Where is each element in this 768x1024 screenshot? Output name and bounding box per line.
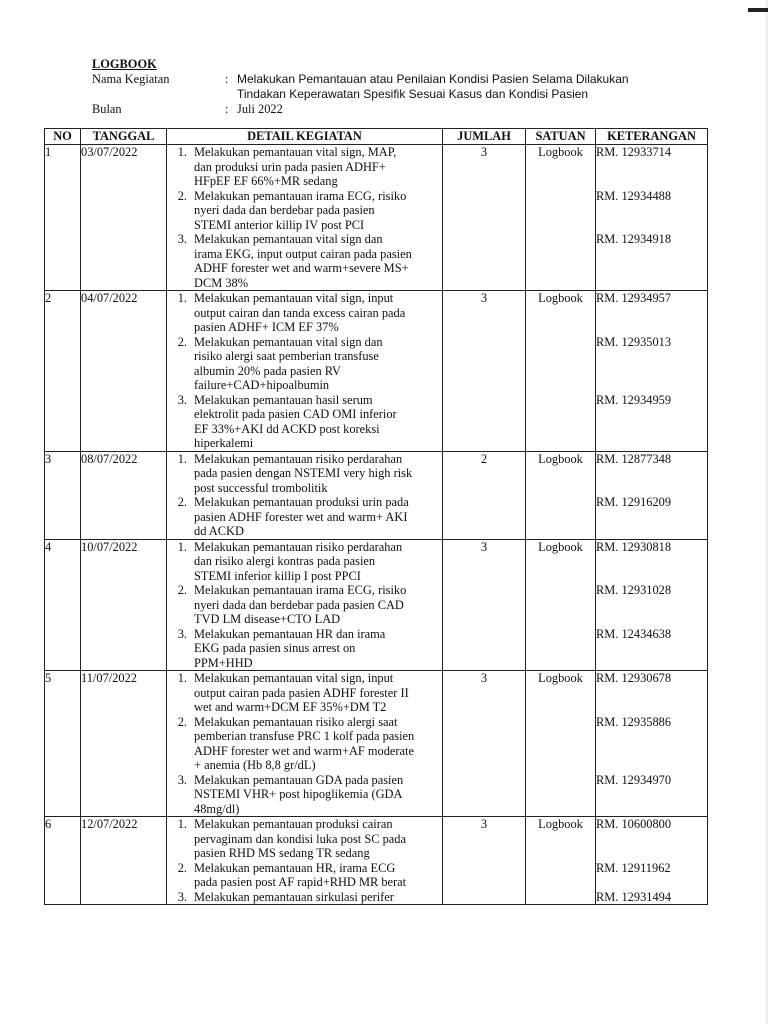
row-satuan: Logbook <box>526 671 596 817</box>
activity-line: risiko alergi saat pemberian transfuse <box>194 349 379 363</box>
row-satuan: Logbook <box>526 291 596 452</box>
activity-text <box>194 671 442 715</box>
activity-line: Melakukan pemantauan HR, irama ECG <box>194 860 396 875</box>
spacer <box>596 598 707 613</box>
nama-kegiatan-separator: : <box>225 72 229 86</box>
spacer <box>596 729 707 744</box>
activity-number: 2. <box>177 714 187 729</box>
row-keterangan <box>596 817 708 905</box>
activity-text <box>194 495 442 539</box>
page-corner-mark <box>748 8 768 12</box>
activity-line: Melakukan pemantauan vital sign dan <box>194 232 383 246</box>
activity-line: Melakukan pemantauan irama ECG, risiko <box>194 583 407 597</box>
activity-line: pervaginam dan kondisi luka post SC pada <box>194 831 406 846</box>
row-number: 3 <box>45 451 81 539</box>
activity-line: STEMI anterior killip IV post PCI <box>194 217 365 232</box>
activity-number: 3. <box>177 232 187 246</box>
activity-text <box>194 145 442 189</box>
column-header-jumlah: JUMLAH <box>443 129 526 145</box>
activity-line: failure+CAD+hipoalbumin <box>194 378 330 392</box>
spacer <box>596 378 707 393</box>
medical-record-number: RM. 12931028 <box>596 583 672 597</box>
spacer <box>596 875 707 890</box>
spacer <box>596 744 707 759</box>
spacer <box>596 612 707 627</box>
activity-text <box>194 189 442 233</box>
bulan-separator: : <box>225 102 229 116</box>
activity-line: TVD LM disease+CTO LAD <box>194 612 341 626</box>
row-satuan: Logbook <box>526 539 596 671</box>
activity-line: Melakukan pemantauan hasil serum <box>194 392 373 407</box>
logbook-title: LOGBOOK <box>92 57 157 71</box>
activity-line: post successful trombolitik <box>194 480 328 495</box>
column-header-detail: DETAIL KEGIATAN <box>167 129 443 145</box>
row-number: 2 <box>45 291 81 452</box>
spacer <box>596 320 707 335</box>
activity-line: Melakukan pemantauan risiko perdarahan <box>194 539 403 554</box>
medical-record-number: RM. 12933714 <box>596 145 672 159</box>
table-body <box>45 145 708 905</box>
activity-line: pada pasien dengan NSTEMI very high risk <box>194 466 413 480</box>
activity-number: 3. <box>177 889 187 904</box>
activity-line: Melakukan pemantauan GDA pada pasien <box>194 772 404 787</box>
activity-line: Melakukan pemantauan vital sign, MAP, <box>194 145 397 159</box>
activity-number: 3. <box>177 772 187 787</box>
row-detail <box>167 451 443 539</box>
activity-line: Melakukan pemantauan produksi cairan <box>194 817 393 831</box>
table-header-row <box>45 129 708 145</box>
spacer <box>596 481 707 496</box>
activity-item <box>167 452 442 496</box>
activity-item <box>167 773 442 817</box>
activity-item <box>167 232 442 290</box>
activity-line: Melakukan pemantauan vital sign, input <box>194 291 394 305</box>
row-date: 04/07/2022 <box>81 291 167 452</box>
medical-record-number: RM. 12911962 <box>596 860 671 875</box>
medical-record-number: RM. 12877348 <box>596 451 672 466</box>
activity-number: 3. <box>177 626 187 641</box>
logbook-header <box>92 57 692 117</box>
activity-item <box>167 817 442 861</box>
spacer <box>596 160 707 175</box>
activity-number: 1. <box>177 291 187 305</box>
medical-record-number: RM. 12935013 <box>596 334 672 349</box>
medical-record-number: RM. 12931494 <box>596 889 672 904</box>
medical-record-number: RM. 12934959 <box>596 392 672 407</box>
row-jumlah: 3 <box>443 291 526 452</box>
activity-item <box>167 495 442 539</box>
activity-line: output cairan pada pasien ADHF forester II <box>194 685 409 700</box>
activity-number: 1. <box>177 817 187 831</box>
activity-line: hiperkalemi <box>194 436 254 450</box>
activity-line: Melakukan pemantauan risiko perdarahan <box>194 451 403 466</box>
row-jumlah: 2 <box>443 451 526 539</box>
medical-record-number: RM. 12934488 <box>596 188 672 203</box>
activity-line: HFpEF EF 66%+MR sedang <box>194 174 338 188</box>
activity-line: ADHF forester wet and warm+severe MS+ <box>194 261 409 275</box>
column-header-satuan: SATUAN <box>526 129 596 145</box>
spacer <box>596 758 707 773</box>
activity-line: dan risiko alergi kontras pada pasien <box>194 554 376 568</box>
row-number: 1 <box>45 145 81 291</box>
row-number: 6 <box>45 817 81 905</box>
spacer <box>596 466 707 481</box>
row-jumlah: 3 <box>443 539 526 671</box>
row-jumlah: 3 <box>443 671 526 817</box>
column-header-no: NO <box>45 129 81 145</box>
activity-item <box>167 861 442 890</box>
activity-line: albumin 20% pada pasien RV <box>194 363 341 378</box>
activity-item <box>167 335 442 393</box>
activity-text <box>194 773 442 817</box>
row-detail <box>167 145 443 291</box>
medical-record-number: RM. 12434638 <box>596 626 672 641</box>
activity-line: nyeri dada dan berdebar pada pasien <box>194 203 375 217</box>
spacer <box>596 174 707 189</box>
medical-record-number: RM. 12916209 <box>596 495 672 509</box>
medical-record-number: RM. 12934957 <box>596 291 672 305</box>
activity-text <box>194 291 442 335</box>
activity-line: pasien RHD MS sedang TR sedang <box>194 846 370 860</box>
row-satuan: Logbook <box>526 451 596 539</box>
spacer <box>596 306 707 321</box>
activity-line: Melakukan pemantauan produksi urin pada <box>194 495 409 509</box>
row-detail <box>167 817 443 905</box>
activity-text <box>194 393 442 451</box>
row-keterangan <box>596 539 708 671</box>
row-keterangan <box>596 671 708 817</box>
activity-line: Melakukan pemantauan risiko alergi saat <box>194 714 398 729</box>
row-date: 03/07/2022 <box>81 145 167 291</box>
bulan-value: Juli 2022 <box>237 102 283 116</box>
medical-record-number: RM. 10600800 <box>596 817 672 831</box>
table-row <box>45 539 708 671</box>
activity-number: 3. <box>177 392 187 407</box>
activity-line: pasien ADHF+ ICM EF 37% <box>194 320 339 334</box>
logbook-table <box>44 128 708 905</box>
bulan-label: Bulan <box>92 102 122 116</box>
row-jumlah: 3 <box>443 817 526 905</box>
activity-text <box>194 627 442 671</box>
activity-text <box>194 452 442 496</box>
activity-item <box>167 583 442 627</box>
activity-text <box>194 232 442 290</box>
bulan-row <box>92 102 692 117</box>
activity-line: ADHF forester wet and warm+AF moderate <box>194 743 414 758</box>
activity-line: dan produksi urin pada pasien ADHF+ <box>194 159 386 174</box>
activity-text <box>194 817 442 861</box>
page-edge <box>746 0 768 1024</box>
row-detail <box>167 291 443 452</box>
activity-line: Melakukan pemantauan vital sign dan <box>194 334 383 349</box>
spacer <box>596 554 707 569</box>
table-row <box>45 145 708 291</box>
activity-line: wet and warm+DCM EF 35%+DM T2 <box>194 700 387 714</box>
activity-text <box>194 583 442 627</box>
activity-text <box>194 335 442 393</box>
activity-item <box>167 715 442 773</box>
spacer <box>596 686 707 701</box>
spacer <box>596 846 707 861</box>
activity-number: 2. <box>177 860 187 875</box>
activity-line: Melakukan pemantauan HR dan irama <box>194 626 386 641</box>
activity-line: pasien ADHF forester wet and warm+ AKI <box>194 509 408 524</box>
row-date: 08/07/2022 <box>81 451 167 539</box>
row-detail <box>167 539 443 671</box>
nama-kegiatan-value: Melakukan Pemantauan atau Penilaian Kondisi Pasien Selama Dilakukan <box>237 72 629 86</box>
activity-item <box>167 393 442 451</box>
activity-line: EKG pada pasien sinus arrest on <box>194 641 356 655</box>
activity-text <box>194 715 442 773</box>
nama-kegiatan-label: Nama Kegiatan <box>92 72 170 86</box>
activity-number: 2. <box>177 495 187 509</box>
activity-line: pemberian transfuse PRC 1 kolf pada pasien <box>194 729 415 743</box>
spacer <box>596 569 707 584</box>
table-row <box>45 671 708 817</box>
row-number: 5 <box>45 671 81 817</box>
row-date: 10/07/2022 <box>81 539 167 671</box>
row-keterangan <box>596 145 708 291</box>
medical-record-number: RM. 12930678 <box>596 671 672 685</box>
spacer <box>596 364 707 379</box>
row-keterangan <box>596 291 708 452</box>
activity-line: Melakukan pemantauan sirkulasi perifer <box>194 889 394 904</box>
activity-number: 1. <box>177 671 187 685</box>
activity-item <box>167 145 442 189</box>
spacer <box>596 349 707 364</box>
activity-item <box>167 291 442 335</box>
activity-line: dd ACKD <box>194 524 244 538</box>
medical-record-number: RM. 12934918 <box>596 232 672 246</box>
row-date: 12/07/2022 <box>81 817 167 905</box>
spacer <box>596 700 707 715</box>
activity-item <box>167 540 442 584</box>
table-row <box>45 817 708 905</box>
nama-kegiatan-value-cont: Tindakan Keperawatan Spesifik Sesuai Kasus dan Kondisi Pasien <box>237 87 589 101</box>
activity-line: PPM+HHD <box>194 655 253 670</box>
activity-number: 1. <box>177 145 187 159</box>
activity-text <box>194 861 442 890</box>
activity-line: DCM 38% <box>194 275 249 290</box>
activity-number: 1. <box>177 539 187 554</box>
row-satuan: Logbook <box>526 145 596 291</box>
column-header-keterangan: KETERANGAN <box>596 129 708 145</box>
activity-number: 2. <box>177 188 187 203</box>
activity-item <box>167 627 442 671</box>
activity-item <box>167 890 442 905</box>
nama-kegiatan-row <box>92 72 692 87</box>
medical-record-number: RM. 12930818 <box>596 539 672 554</box>
spacer <box>596 832 707 847</box>
activity-item <box>167 189 442 233</box>
activity-line: irama EKG, input output cairan pada pasien <box>194 246 412 261</box>
spacer <box>596 218 707 233</box>
activity-text <box>194 540 442 584</box>
activity-line: + anemia (Hb 8,8 gr/dL) <box>194 758 316 772</box>
activity-text <box>194 890 442 905</box>
row-keterangan <box>596 451 708 539</box>
activity-line: 48mg/dl) <box>194 801 240 816</box>
activity-line: NSTEMI VHR+ post hipoglikemia (GDA <box>194 787 403 801</box>
table-row <box>45 451 708 539</box>
activity-line: elektrolit pada pasien CAD OMI inferior <box>194 407 397 421</box>
activity-line: Melakukan pemantauan irama ECG, risiko <box>194 188 407 203</box>
row-jumlah: 3 <box>443 145 526 291</box>
row-satuan: Logbook <box>526 817 596 905</box>
activity-line: EF 33%+AKI dd ACKD post koreksi <box>194 421 380 436</box>
medical-record-number: RM. 12935886 <box>596 714 672 729</box>
activity-line: STEMI inferior killip I post PPCI <box>194 568 361 583</box>
activity-line: Melakukan pemantauan vital sign, input <box>194 671 394 685</box>
row-detail <box>167 671 443 817</box>
activity-number: 1. <box>177 451 187 466</box>
activity-line: output cairan dan tanda excess cairan pada <box>194 305 406 320</box>
column-header-tanggal: TANGGAL <box>81 129 167 145</box>
row-date: 11/07/2022 <box>81 671 167 817</box>
row-number: 4 <box>45 539 81 671</box>
table-row <box>45 291 708 452</box>
spacer <box>596 203 707 218</box>
activity-number: 2. <box>177 334 187 349</box>
activity-line: pada pasien post AF rapid+RHD MR berat <box>194 875 407 889</box>
activity-line: nyeri dada dan berdebar pada pasien CAD <box>194 597 404 612</box>
activity-item <box>167 671 442 715</box>
activity-number: 2. <box>177 583 187 597</box>
medical-record-number: RM. 12934970 <box>596 772 672 787</box>
